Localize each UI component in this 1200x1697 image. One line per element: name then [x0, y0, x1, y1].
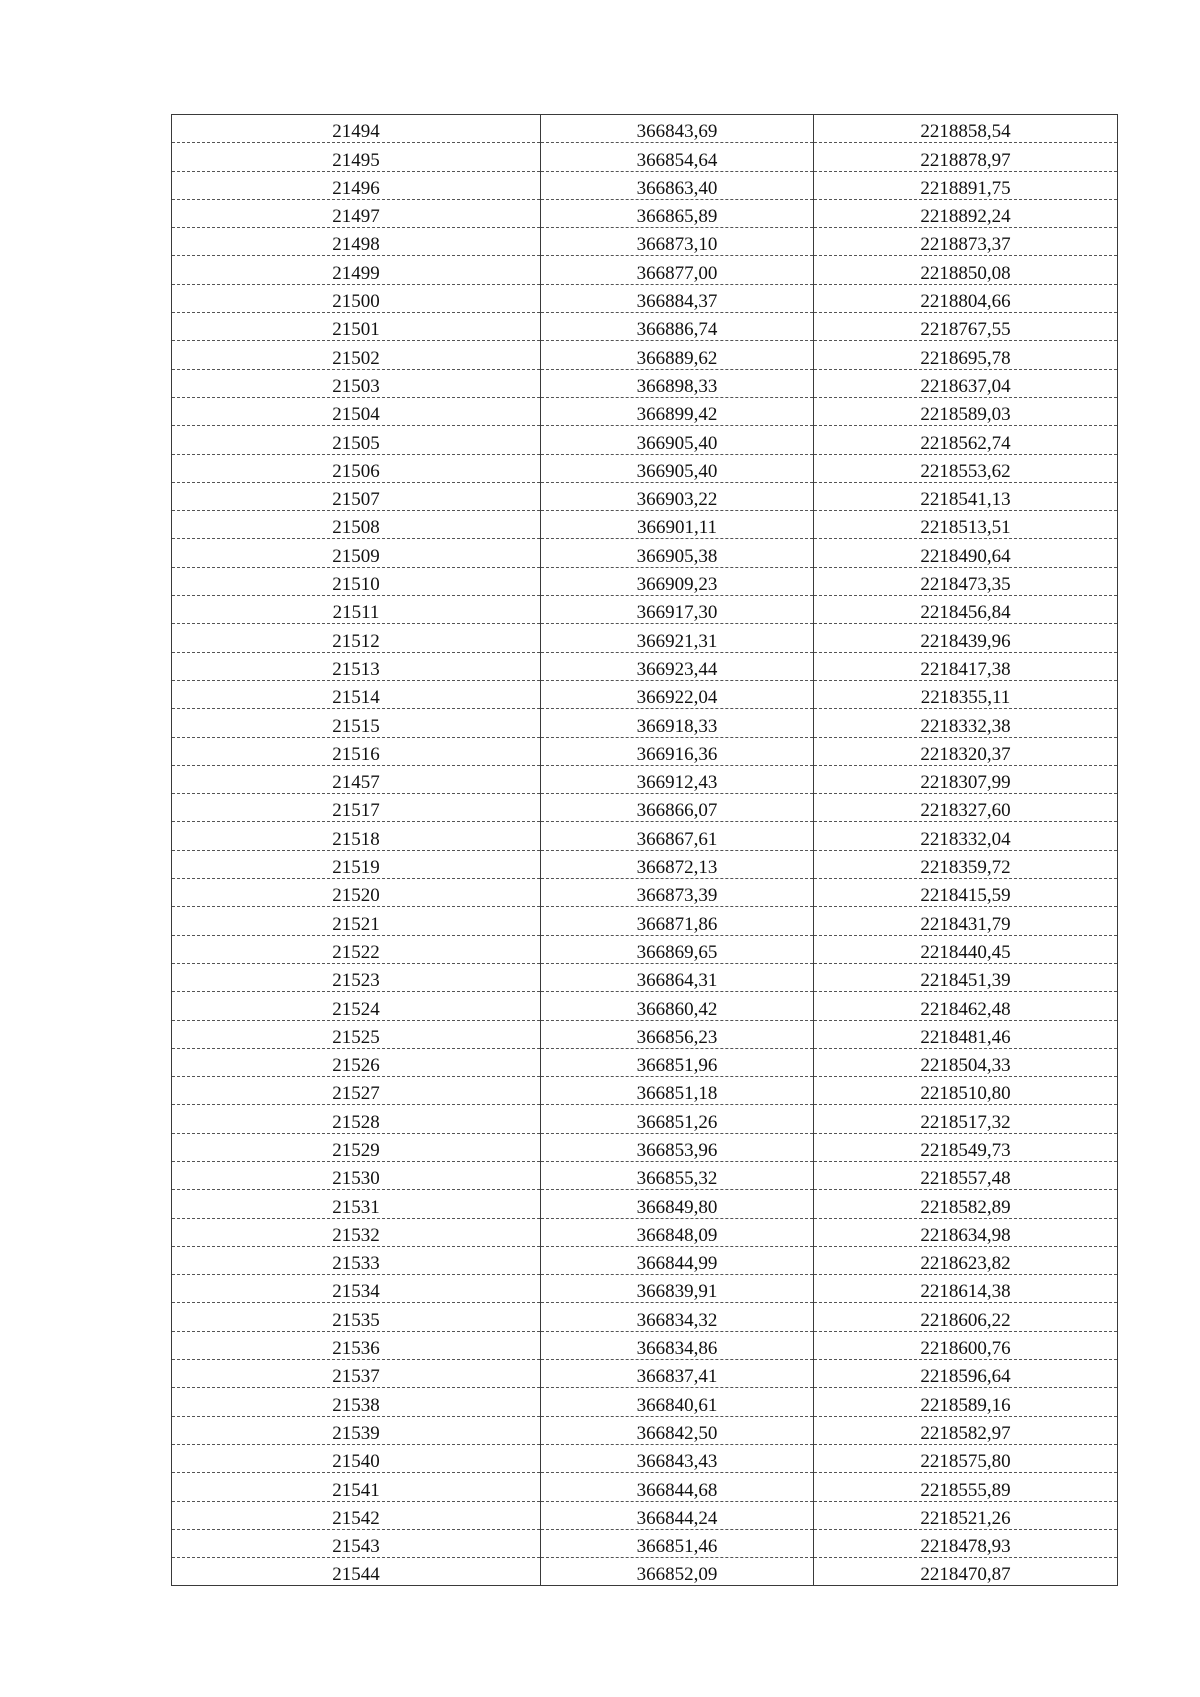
y-coordinate-cell: 2218462,48	[814, 992, 1118, 1020]
point-number-cell: 21526	[172, 1048, 541, 1076]
point-number-cell: 21543	[172, 1529, 541, 1557]
x-coordinate-cell: 366843,43	[541, 1444, 814, 1472]
y-coordinate-cell: 2218582,89	[814, 1190, 1118, 1218]
x-coordinate-cell: 366844,68	[541, 1473, 814, 1501]
table-row	[172, 992, 1118, 1020]
point-number-cell: 21502	[172, 341, 541, 369]
point-number-cell: 21505	[172, 426, 541, 454]
point-number-cell: 21495	[172, 143, 541, 171]
y-coordinate-cell: 2218320,37	[814, 737, 1118, 765]
point-number-cell: 21512	[172, 624, 541, 652]
y-coordinate-cell: 2218473,35	[814, 567, 1118, 595]
table-row	[172, 115, 1118, 143]
x-coordinate-cell: 366837,41	[541, 1360, 814, 1388]
y-coordinate-cell: 2218517,32	[814, 1105, 1118, 1133]
table-row	[172, 511, 1118, 539]
point-number-cell: 21519	[172, 850, 541, 878]
y-coordinate-cell: 2218481,46	[814, 1020, 1118, 1048]
point-number-cell: 21529	[172, 1133, 541, 1161]
table-row	[172, 397, 1118, 425]
table-row	[172, 341, 1118, 369]
y-coordinate-cell: 2218549,73	[814, 1133, 1118, 1161]
table-row	[172, 256, 1118, 284]
y-coordinate-cell: 2218332,38	[814, 709, 1118, 737]
point-number-cell: 21527	[172, 1077, 541, 1105]
x-coordinate-cell: 366842,50	[541, 1416, 814, 1444]
table-row	[172, 850, 1118, 878]
x-coordinate-cell: 366916,36	[541, 737, 814, 765]
x-coordinate-cell: 366856,23	[541, 1020, 814, 1048]
x-coordinate-cell: 366921,31	[541, 624, 814, 652]
x-coordinate-cell: 366903,22	[541, 482, 814, 510]
y-coordinate-cell: 2218596,64	[814, 1360, 1118, 1388]
y-coordinate-cell: 2218513,51	[814, 511, 1118, 539]
table-row	[172, 482, 1118, 510]
y-coordinate-cell: 2218521,26	[814, 1501, 1118, 1529]
table-row	[172, 199, 1118, 227]
table-row	[172, 1558, 1118, 1586]
point-number-cell: 21514	[172, 680, 541, 708]
point-number-cell: 21525	[172, 1020, 541, 1048]
x-coordinate-cell: 366853,96	[541, 1133, 814, 1161]
point-number-cell: 21521	[172, 907, 541, 935]
point-number-cell: 21496	[172, 171, 541, 199]
y-coordinate-cell: 2218553,62	[814, 454, 1118, 482]
y-coordinate-cell: 2218600,76	[814, 1331, 1118, 1359]
y-coordinate-cell: 2218451,39	[814, 963, 1118, 991]
point-number-cell: 21500	[172, 284, 541, 312]
point-number-cell: 21538	[172, 1388, 541, 1416]
table-row	[172, 1190, 1118, 1218]
x-coordinate-cell: 366851,46	[541, 1529, 814, 1557]
x-coordinate-cell: 366873,39	[541, 879, 814, 907]
table-row	[172, 1473, 1118, 1501]
point-number-cell: 21532	[172, 1218, 541, 1246]
y-coordinate-cell: 2218767,55	[814, 313, 1118, 341]
x-coordinate-cell: 366923,44	[541, 652, 814, 680]
x-coordinate-cell: 366884,37	[541, 284, 814, 312]
point-number-cell: 21517	[172, 794, 541, 822]
x-coordinate-cell: 366849,80	[541, 1190, 814, 1218]
y-coordinate-cell: 2218439,96	[814, 624, 1118, 652]
y-coordinate-cell: 2218589,03	[814, 397, 1118, 425]
y-coordinate-cell: 2218623,82	[814, 1246, 1118, 1274]
table-row	[172, 426, 1118, 454]
x-coordinate-cell: 366898,33	[541, 369, 814, 397]
table-row	[172, 794, 1118, 822]
x-coordinate-cell: 366905,38	[541, 539, 814, 567]
y-coordinate-cell: 2218327,60	[814, 794, 1118, 822]
y-coordinate-cell: 2218634,98	[814, 1218, 1118, 1246]
point-number-cell: 21524	[172, 992, 541, 1020]
x-coordinate-cell: 366851,26	[541, 1105, 814, 1133]
point-number-cell: 21507	[172, 482, 541, 510]
x-coordinate-cell: 366854,64	[541, 143, 814, 171]
table-row	[172, 1444, 1118, 1472]
x-coordinate-cell: 366869,65	[541, 935, 814, 963]
point-number-cell: 21535	[172, 1303, 541, 1331]
table-row	[172, 652, 1118, 680]
table-row	[172, 935, 1118, 963]
x-coordinate-cell: 366912,43	[541, 765, 814, 793]
y-coordinate-cell: 2218606,22	[814, 1303, 1118, 1331]
y-coordinate-cell: 2218307,99	[814, 765, 1118, 793]
point-number-cell: 21537	[172, 1360, 541, 1388]
table-row	[172, 1218, 1118, 1246]
y-coordinate-cell: 2218878,97	[814, 143, 1118, 171]
y-coordinate-cell: 2218415,59	[814, 879, 1118, 907]
table-row	[172, 313, 1118, 341]
y-coordinate-cell: 2218850,08	[814, 256, 1118, 284]
table-row	[172, 1020, 1118, 1048]
point-number-cell: 21510	[172, 567, 541, 595]
point-number-cell: 21523	[172, 963, 541, 991]
x-coordinate-cell: 366852,09	[541, 1558, 814, 1586]
point-number-cell: 21499	[172, 256, 541, 284]
point-number-cell: 21534	[172, 1275, 541, 1303]
x-coordinate-cell: 366840,61	[541, 1388, 814, 1416]
y-coordinate-cell: 2218456,84	[814, 596, 1118, 624]
point-number-cell: 21541	[172, 1473, 541, 1501]
y-coordinate-cell: 2218355,11	[814, 680, 1118, 708]
point-number-cell: 21508	[172, 511, 541, 539]
point-number-cell: 21513	[172, 652, 541, 680]
point-number-cell: 21530	[172, 1161, 541, 1189]
point-number-cell: 21544	[172, 1558, 541, 1586]
y-coordinate-cell: 2218417,38	[814, 652, 1118, 680]
x-coordinate-cell: 366863,40	[541, 171, 814, 199]
point-number-cell: 21542	[172, 1501, 541, 1529]
x-coordinate-cell: 366844,99	[541, 1246, 814, 1274]
x-coordinate-cell: 366848,09	[541, 1218, 814, 1246]
point-number-cell: 21509	[172, 539, 541, 567]
y-coordinate-cell: 2218562,74	[814, 426, 1118, 454]
x-coordinate-cell: 366843,69	[541, 115, 814, 143]
table-row	[172, 284, 1118, 312]
x-coordinate-cell: 366899,42	[541, 397, 814, 425]
coordinates-table	[171, 114, 1118, 1586]
x-coordinate-cell: 366917,30	[541, 596, 814, 624]
x-coordinate-cell: 366909,23	[541, 567, 814, 595]
table-row	[172, 596, 1118, 624]
point-number-cell: 21540	[172, 1444, 541, 1472]
x-coordinate-cell: 366873,10	[541, 228, 814, 256]
table-row	[172, 369, 1118, 397]
x-coordinate-cell: 366834,32	[541, 1303, 814, 1331]
x-coordinate-cell: 366851,96	[541, 1048, 814, 1076]
table-row	[172, 1161, 1118, 1189]
table-row	[172, 709, 1118, 737]
x-coordinate-cell: 366905,40	[541, 454, 814, 482]
y-coordinate-cell: 2218478,93	[814, 1529, 1118, 1557]
y-coordinate-cell: 2218431,79	[814, 907, 1118, 935]
point-number-cell: 21518	[172, 822, 541, 850]
x-coordinate-cell: 366871,86	[541, 907, 814, 935]
table-row	[172, 1105, 1118, 1133]
point-number-cell: 21533	[172, 1246, 541, 1274]
x-coordinate-cell: 366865,89	[541, 199, 814, 227]
point-number-cell: 21504	[172, 397, 541, 425]
table-row	[172, 907, 1118, 935]
point-number-cell: 21539	[172, 1416, 541, 1444]
y-coordinate-cell: 2218440,45	[814, 935, 1118, 963]
x-coordinate-cell: 366844,24	[541, 1501, 814, 1529]
y-coordinate-cell: 2218575,80	[814, 1444, 1118, 1472]
y-coordinate-cell: 2218891,75	[814, 171, 1118, 199]
point-number-cell: 21503	[172, 369, 541, 397]
table-row	[172, 1275, 1118, 1303]
point-number-cell: 21528	[172, 1105, 541, 1133]
x-coordinate-cell: 366864,31	[541, 963, 814, 991]
x-coordinate-cell: 366866,07	[541, 794, 814, 822]
point-number-cell: 21494	[172, 115, 541, 143]
x-coordinate-cell: 366860,42	[541, 992, 814, 1020]
table-row	[172, 1077, 1118, 1105]
y-coordinate-cell: 2218555,89	[814, 1473, 1118, 1501]
table-row	[172, 1133, 1118, 1161]
point-number-cell: 21522	[172, 935, 541, 963]
y-coordinate-cell: 2218470,87	[814, 1558, 1118, 1586]
table-row	[172, 228, 1118, 256]
y-coordinate-cell: 2218614,38	[814, 1275, 1118, 1303]
y-coordinate-cell: 2218873,37	[814, 228, 1118, 256]
x-coordinate-cell: 366905,40	[541, 426, 814, 454]
x-coordinate-cell: 366922,04	[541, 680, 814, 708]
table-row	[172, 765, 1118, 793]
point-number-cell: 21531	[172, 1190, 541, 1218]
table-row	[172, 1360, 1118, 1388]
table-row	[172, 680, 1118, 708]
table-row	[172, 1388, 1118, 1416]
x-coordinate-cell: 366889,62	[541, 341, 814, 369]
y-coordinate-cell: 2218858,54	[814, 115, 1118, 143]
table-row	[172, 1246, 1118, 1274]
point-number-cell: 21511	[172, 596, 541, 624]
point-number-cell: 21536	[172, 1331, 541, 1359]
table-row	[172, 1501, 1118, 1529]
x-coordinate-cell: 366855,32	[541, 1161, 814, 1189]
table-row	[172, 143, 1118, 171]
table-row	[172, 567, 1118, 595]
point-number-cell: 21515	[172, 709, 541, 737]
table-row	[172, 1416, 1118, 1444]
y-coordinate-cell: 2218589,16	[814, 1388, 1118, 1416]
point-number-cell: 21506	[172, 454, 541, 482]
point-number-cell: 21498	[172, 228, 541, 256]
point-number-cell: 21497	[172, 199, 541, 227]
y-coordinate-cell: 2218637,04	[814, 369, 1118, 397]
x-coordinate-cell: 366886,74	[541, 313, 814, 341]
point-number-cell: 21501	[172, 313, 541, 341]
table-row	[172, 1529, 1118, 1557]
x-coordinate-cell: 366901,11	[541, 511, 814, 539]
point-number-cell: 21516	[172, 737, 541, 765]
table-row	[172, 822, 1118, 850]
y-coordinate-cell: 2218541,13	[814, 482, 1118, 510]
x-coordinate-cell: 366918,33	[541, 709, 814, 737]
table-row	[172, 1303, 1118, 1331]
y-coordinate-cell: 2218490,64	[814, 539, 1118, 567]
point-number-cell: 21457	[172, 765, 541, 793]
y-coordinate-cell: 2218582,97	[814, 1416, 1118, 1444]
table-row	[172, 1331, 1118, 1359]
x-coordinate-cell: 366834,86	[541, 1331, 814, 1359]
coordinates-table-body	[172, 115, 1118, 1586]
y-coordinate-cell: 2218510,80	[814, 1077, 1118, 1105]
table-row	[172, 1048, 1118, 1076]
x-coordinate-cell: 366851,18	[541, 1077, 814, 1105]
table-row	[172, 539, 1118, 567]
table-row	[172, 454, 1118, 482]
table-row	[172, 624, 1118, 652]
table-row	[172, 737, 1118, 765]
y-coordinate-cell: 2218892,24	[814, 199, 1118, 227]
x-coordinate-cell: 366872,13	[541, 850, 814, 878]
y-coordinate-cell: 2218804,66	[814, 284, 1118, 312]
table-row	[172, 963, 1118, 991]
x-coordinate-cell: 366867,61	[541, 822, 814, 850]
x-coordinate-cell: 366877,00	[541, 256, 814, 284]
y-coordinate-cell: 2218504,33	[814, 1048, 1118, 1076]
y-coordinate-cell: 2218359,72	[814, 850, 1118, 878]
y-coordinate-cell: 2218557,48	[814, 1161, 1118, 1189]
table-row	[172, 879, 1118, 907]
y-coordinate-cell: 2218332,04	[814, 822, 1118, 850]
y-coordinate-cell: 2218695,78	[814, 341, 1118, 369]
point-number-cell: 21520	[172, 879, 541, 907]
x-coordinate-cell: 366839,91	[541, 1275, 814, 1303]
table-row	[172, 171, 1118, 199]
